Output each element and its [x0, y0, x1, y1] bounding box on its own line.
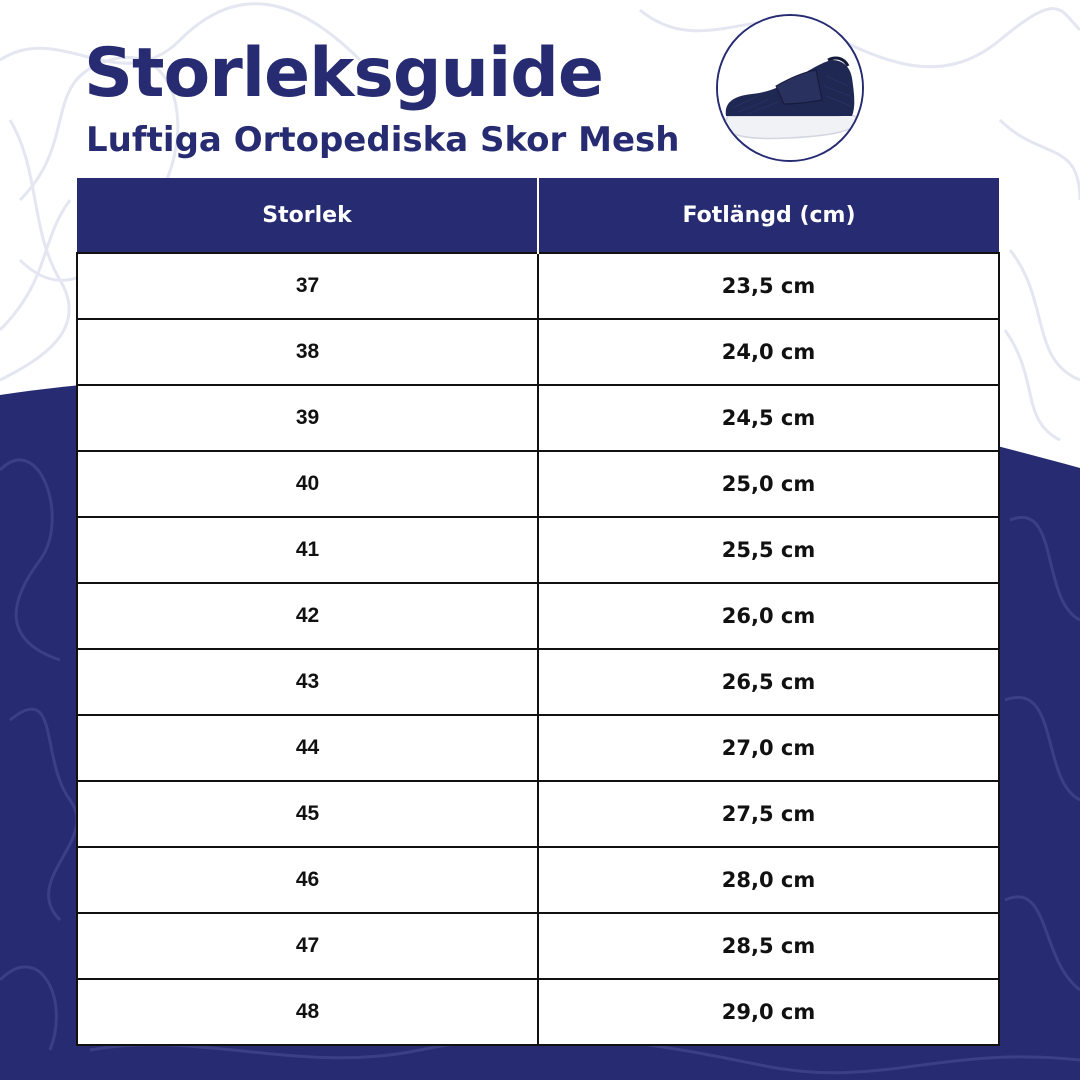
page-title: Storleksguide	[84, 34, 604, 113]
size-cell: 44	[77, 715, 538, 781]
size-cell: 43	[77, 649, 538, 715]
size-table	[76, 178, 1000, 1046]
size-cell: 45	[77, 781, 538, 847]
foot-length-cell: 29,0 cm	[538, 979, 999, 1045]
foot-length-cell: 26,5 cm	[538, 649, 999, 715]
column-header-foot-length: Fotlängd (cm)	[538, 178, 999, 253]
foot-length-cell: 26,0 cm	[538, 583, 999, 649]
size-cell: 39	[77, 385, 538, 451]
foot-length-cell: 27,0 cm	[538, 715, 999, 781]
foot-length-cell: 25,5 cm	[538, 517, 999, 583]
product-subtitle: Luftiga Ortopediska Skor Mesh	[86, 120, 680, 160]
table-row	[77, 319, 999, 385]
table-row	[77, 517, 999, 583]
foot-length-cell: 23,5 cm	[538, 253, 999, 319]
size-cell: 48	[77, 979, 538, 1045]
foot-length-cell: 24,0 cm	[538, 319, 999, 385]
table-row	[77, 649, 999, 715]
size-cell: 37	[77, 253, 538, 319]
column-header-size: Storlek	[77, 178, 538, 253]
size-cell: 41	[77, 517, 538, 583]
foot-length-cell: 24,5 cm	[538, 385, 999, 451]
foot-length-cell: 28,5 cm	[538, 913, 999, 979]
table-row	[77, 715, 999, 781]
size-cell: 38	[77, 319, 538, 385]
table-row	[77, 913, 999, 979]
size-cell: 42	[77, 583, 538, 649]
table-header-row	[77, 178, 999, 253]
foot-length-cell: 25,0 cm	[538, 451, 999, 517]
table-row	[77, 451, 999, 517]
foot-length-cell: 28,0 cm	[538, 847, 999, 913]
size-cell: 46	[77, 847, 538, 913]
foot-length-cell: 27,5 cm	[538, 781, 999, 847]
table-row	[77, 781, 999, 847]
product-image	[716, 14, 864, 162]
size-cell: 47	[77, 913, 538, 979]
size-cell: 40	[77, 451, 538, 517]
table-row	[77, 979, 999, 1045]
table-row	[77, 583, 999, 649]
table-row	[77, 847, 999, 913]
shoe-icon	[718, 16, 862, 160]
table-row	[77, 253, 999, 319]
table-row	[77, 385, 999, 451]
